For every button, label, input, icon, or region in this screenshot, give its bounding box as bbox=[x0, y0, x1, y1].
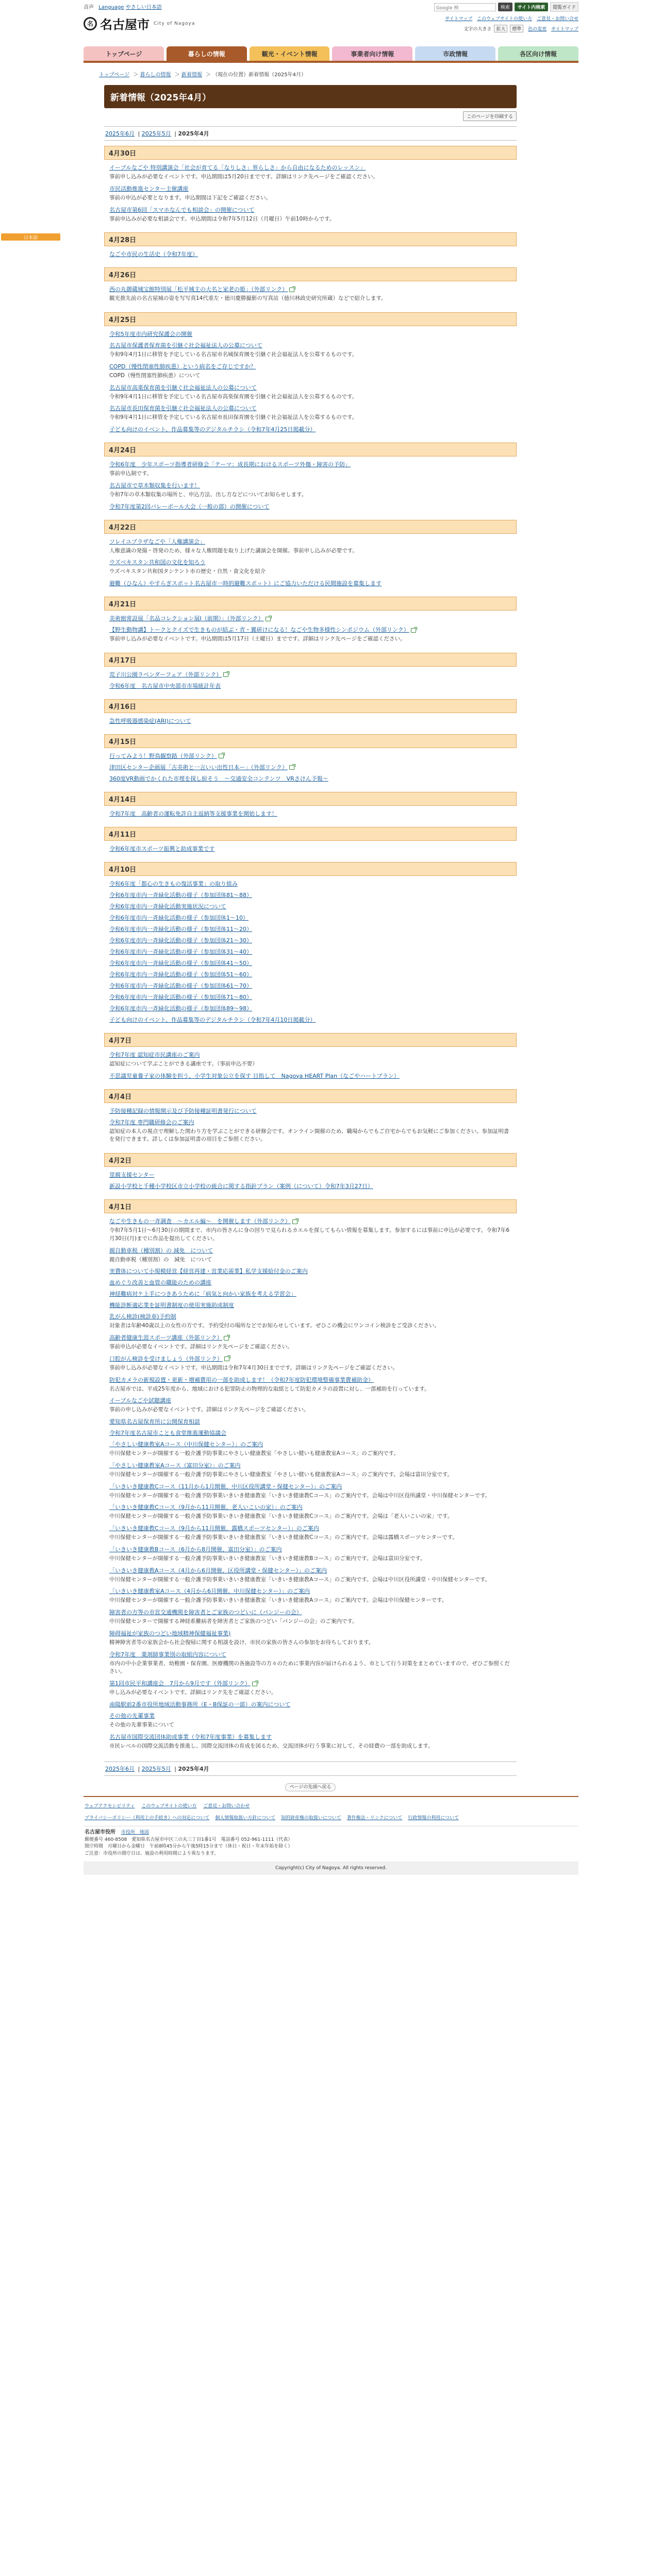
breadcrumb: トップページ ＞ 暮らしの情報 ＞ 新着情報 ＞ （現在の位置）新着情報（2025年4月） bbox=[99, 72, 306, 78]
news-item bbox=[109, 1376, 512, 1394]
external-link-icon bbox=[411, 628, 416, 633]
news-item-link[interactable]: 令和6年度市内一斉緑化活動の様子（参加団体31～40） bbox=[109, 948, 252, 955]
news-item-description: 中川保健センターが開催する一般介護予防事業いきいき健康教室「いきいき健康教Bコース」のご案内です。会場は富田分室です。 bbox=[109, 1555, 426, 1562]
news-item-link[interactable]: 令和6年度市内一斉緑化活動の様子（参加団体21～30） bbox=[109, 937, 252, 944]
news-item bbox=[109, 925, 512, 933]
news-item-link[interactable]: 令和6年度市内一斉緑化活動の様子（参加団体81～88） bbox=[109, 891, 252, 899]
news-list bbox=[104, 146, 517, 1754]
news-item bbox=[109, 670, 512, 679]
month-current: 2025年4月 bbox=[178, 130, 209, 137]
news-item bbox=[109, 184, 512, 202]
date-heading: 4月15日 bbox=[104, 734, 517, 748]
search-input[interactable]: Google 検 bbox=[434, 3, 496, 11]
news-item-description: 事前申込みが必要な相談会です。申込期間は令和7年5月12日（月曜日）午前10時からです。 bbox=[109, 215, 335, 222]
news-item bbox=[109, 981, 512, 990]
news-item-link[interactable]: 行ってみよう！野鳥観察路（外部リンク） bbox=[109, 752, 217, 759]
main-content bbox=[23, 85, 517, 1790]
date-heading: 4月1日 bbox=[104, 1199, 517, 1213]
news-item-link[interactable]: 高齢者健康生涯スポーツ講座（外部リンク） bbox=[109, 1334, 223, 1341]
news-item-link[interactable]: 荒子川公園ラベンダーフェア（外部リンク） bbox=[109, 671, 222, 678]
news-item-description: 中川保健センターで開催する神経系難病者を障害者とご家族のつどい「パンジーの会」のご案内です。 bbox=[109, 1618, 358, 1624]
news-item-description: 認知症の本人の視点で理解した関わり方を学ぶことができる研修会です。オンライン開催のため、職場からでもご自宅からでもお気軽にご参加ください。参加証明書を発行できます。詳しくは参加証明書の項目をご参照ください。 bbox=[109, 1128, 509, 1143]
footer-address: 郵便番号 460-8508 愛知県名古屋市中区三の丸三丁目1番1号 電話番号 052-961-1111（代表） bbox=[85, 1837, 293, 1842]
news-item-link[interactable]: 令和6年度市内一斉緑化活動の様子（参加団体41～50） bbox=[109, 959, 252, 967]
news-item-link[interactable]: 「いきいき健康教Cコース（9月から11月開催、老人いこいの家）」のご案内 bbox=[109, 1504, 303, 1511]
news-item-link[interactable]: 美術館常設展「名品コレクション展I（前期）」（外部リンク） bbox=[109, 615, 264, 622]
news-item-description: 事前の申し込みが必要なイベントです。詳細はリンク先ページをご確認ください。 bbox=[109, 1406, 309, 1413]
header-tools bbox=[393, 2, 578, 32]
news-item bbox=[109, 1482, 512, 1500]
logo-text: 名古屋市 bbox=[100, 17, 150, 32]
footer-org-name: 名古屋市役所 bbox=[85, 1829, 115, 1836]
news-item-link[interactable]: 令和7年度 専門職研修会のご案内 bbox=[109, 1118, 194, 1126]
news-item bbox=[109, 460, 512, 478]
site-logo[interactable] bbox=[84, 14, 195, 32]
news-item-description: 令和7年5月1日〜6月30日の期間まで、市内の皆さんに身の回りで見られるカエルを探してもらい情報を募集します。参加するには事前に申込が必要です。令和7年6月30日(月)までに作品を提出してください。 bbox=[109, 1227, 510, 1242]
sitemap-link[interactable]: サイトマップ bbox=[551, 27, 578, 32]
nav-top[interactable]: トップページ bbox=[84, 46, 164, 61]
date-items bbox=[104, 1213, 517, 1754]
news-item-link[interactable]: 乳がん検診(検診車)予約制 bbox=[109, 1313, 176, 1320]
news-item-link[interactable]: 令和7年度 高齢者の運転免許自主返納等支援事業を開始します！ bbox=[109, 810, 277, 817]
external-link-icon bbox=[224, 1357, 229, 1361]
header-link-sitemap[interactable]: サイトマップ bbox=[445, 16, 473, 22]
logo-english: City of Nagoya bbox=[154, 21, 195, 26]
news-item bbox=[109, 1566, 512, 1584]
news-item bbox=[109, 425, 512, 433]
news-item-link[interactable]: 「いきいき健康教Cコース（9月から11月開催、露橋スポーツセンター）」のご案内 bbox=[109, 1525, 319, 1532]
news-item-link[interactable]: 親自動車税（種別割）の 減免 について bbox=[109, 1247, 213, 1254]
news-item bbox=[109, 362, 512, 380]
news-item bbox=[109, 1396, 512, 1414]
news-item bbox=[109, 1217, 512, 1243]
external-link-icon bbox=[219, 754, 224, 758]
news-item-link[interactable]: 令和6年度市スポーツ振興と助成事業です bbox=[109, 845, 215, 852]
news-item-link[interactable]: 「いきいき健康教Bコース（6月から8月開催、富田分室）」のご案内 bbox=[109, 1546, 282, 1553]
news-item-link[interactable]: 「いきいき健康教Cコース（11月から1月開催、中川区役所講堂・保健センター）」のご案内 bbox=[109, 1483, 342, 1490]
footer-link-copyright[interactable]: 著作権法・リンクについて bbox=[346, 1816, 403, 1821]
news-item bbox=[109, 1267, 512, 1275]
news-item-link[interactable]: 障害者の方等の市営交通機関を障害者とご家族のつどいに（パンジーの会） bbox=[109, 1609, 302, 1616]
search-row bbox=[393, 2, 578, 12]
date-items bbox=[104, 326, 517, 437]
news-item bbox=[109, 285, 512, 303]
footer-link-usage[interactable]: このウェブサイトの使い方 bbox=[141, 1804, 197, 1809]
news-item-description: 令和9年4月1日に移管を予定している名古屋市高楽保育園を引継ぐ社会福祉法人を公募するものです。 bbox=[109, 393, 358, 400]
date-heading: 4月22日 bbox=[104, 520, 517, 534]
news-item bbox=[109, 1417, 512, 1426]
date-items bbox=[104, 456, 517, 515]
news-item bbox=[109, 936, 512, 944]
color-change-link[interactable]: 色の変更 bbox=[528, 27, 547, 32]
date-heading: 4月28日 bbox=[104, 232, 517, 246]
external-link-icon bbox=[289, 765, 294, 770]
news-item-link[interactable]: 市民活動推進センター主催講座 bbox=[109, 185, 189, 192]
news-item-link[interactable]: なごや生きもの一斉調査 ～カエル編～ を開催します（外部リンク） bbox=[109, 1218, 291, 1225]
news-item-description: 事前の申込が必要となります。申込期間は下記をご確認ください。 bbox=[109, 194, 272, 201]
news-item bbox=[109, 809, 512, 818]
news-item bbox=[109, 1524, 512, 1542]
month-link-may[interactable]: 2025年5月 bbox=[141, 1766, 171, 1773]
date-heading: 4月30日 bbox=[104, 146, 517, 160]
news-item bbox=[109, 1733, 512, 1751]
news-item-description: 中川保健センターが開催する一般介護予防事業にやさしい健康教室「やさしい健いも健康教室Aコース」のご案内です。 bbox=[109, 1450, 399, 1456]
news-item bbox=[109, 1107, 512, 1115]
news-item bbox=[109, 1301, 512, 1309]
news-item bbox=[109, 1503, 512, 1521]
copyright: Copyright(c) City of Nagoya. All rights reserved. bbox=[84, 1861, 578, 1875]
external-link-icon bbox=[289, 287, 294, 292]
breadcrumb-news[interactable]: 新着情報 bbox=[181, 72, 202, 78]
news-item bbox=[109, 1429, 512, 1437]
news-item-description: 令和9年4月1日に移管を予定している名古屋市名城保育園を引継ぐ社会福祉法人を公募するものです。 bbox=[109, 351, 358, 358]
news-item-link[interactable]: 【野生動物講】トークとクイズで生きものが結ぶ・青・翼研けになる！なごや生物多様性シンポジウム（外部リンク） bbox=[109, 626, 409, 633]
news-item-link[interactable]: 名古屋市国際交流団体助成事業（令和7年度事業）を募集します bbox=[109, 1733, 272, 1740]
font-size-controls bbox=[393, 25, 578, 32]
news-item bbox=[109, 1587, 512, 1605]
nav-city-admin[interactable]: 市政情報 bbox=[415, 46, 495, 61]
news-item-link[interactable]: 「いきいき健康教室Aコース（4月から6月開催、中川保健センター）」のご案内 bbox=[109, 1588, 310, 1595]
news-item-description: 中川保健センターが開催する一般介護予防事業いきいき健康教室「いきいき健康教Cコース」のご案内です。会場は中川区役所講堂・中川保健センターです。 bbox=[109, 1492, 491, 1499]
date-items bbox=[104, 534, 517, 592]
news-item bbox=[109, 774, 512, 783]
news-item bbox=[109, 625, 512, 643]
footer-link-privacy[interactable]: プライバシーポリシー（利用上の手続き）への対応について bbox=[85, 1816, 210, 1821]
news-item bbox=[109, 579, 512, 587]
external-link-icon bbox=[252, 1682, 257, 1686]
util-lead: 音声 bbox=[84, 5, 94, 10]
external-link-icon bbox=[266, 617, 271, 621]
date-items bbox=[104, 713, 517, 729]
news-item-link[interactable]: 第1回市民平和講座会 7月から9月です（外部リンク） bbox=[109, 1680, 251, 1687]
date-items bbox=[104, 841, 517, 857]
news-item bbox=[109, 1312, 512, 1330]
news-item bbox=[109, 1290, 512, 1298]
news-item-link[interactable]: 血めぐり改善と血管の職能のための講座 bbox=[109, 1279, 211, 1286]
news-item bbox=[109, 250, 512, 258]
footer-link-ip[interactable]: 知的財産権の取扱いについて bbox=[280, 1816, 341, 1821]
print-area bbox=[104, 111, 517, 121]
news-item-link[interactable]: 令和6年度市内一斉緑化活動の様子（参加団体71～80） bbox=[109, 993, 252, 1001]
news-item bbox=[109, 614, 512, 622]
news-item-link[interactable]: COPD（慢性閉塞性肺疾患）という病名をご存じですか？ bbox=[109, 363, 256, 370]
news-item-link[interactable]: 名古屋市第6回「スマホなんでも相談会」の開催について bbox=[109, 206, 255, 213]
news-item-link[interactable]: 防犯カメラの新規設置・更新・増補費用の一部を助成します！（令和7年度防犯環境整備事業費補助金） bbox=[109, 1376, 374, 1383]
news-item-link[interactable]: 名古屋市高楽保育菌を引継ぐ社会福祉法人の公募について bbox=[109, 384, 257, 391]
news-item bbox=[109, 902, 512, 910]
news-item-link[interactable]: 360度VR動画でかくれた市埋を探し紛そう ～交通安全コンテンツ VRさけん予報～ bbox=[109, 775, 328, 782]
nav-living[interactable]: 暮らしの情報 bbox=[167, 46, 247, 61]
news-item-link[interactable]: 令和6年度 名古屋市中央部市市場統計年表 bbox=[109, 682, 221, 689]
date-items bbox=[104, 246, 517, 262]
browse-guide-button[interactable]: 閲覧ガイド bbox=[550, 2, 578, 12]
news-item bbox=[109, 1004, 512, 1012]
city-emblem-icon: 名 bbox=[84, 17, 97, 30]
page-title: 新着情報（2025年4月） bbox=[104, 85, 517, 108]
breadcrumb-top[interactable]: トップページ bbox=[99, 72, 130, 78]
news-item-link[interactable]: 令和6年度市内一斉緑化活動の様子（参加団体1～10） bbox=[109, 914, 249, 921]
font-size-label: 文字の大きさ bbox=[464, 27, 492, 32]
date-items bbox=[104, 806, 517, 822]
news-item bbox=[109, 341, 512, 359]
news-item-link[interactable]: 予防接種記録の情報開示及び予防接種証明書発行について bbox=[109, 1107, 257, 1114]
news-item-link[interactable]: 名古屋市で草木類収集を行います！ bbox=[109, 482, 200, 489]
external-link-icon bbox=[223, 672, 228, 677]
font-standard-button[interactable]: 標準 bbox=[510, 25, 523, 32]
breadcrumb-living[interactable]: 暮らしの情報 bbox=[140, 72, 171, 78]
nav-underline bbox=[84, 61, 578, 63]
nav-wards[interactable]: 各区向け情報 bbox=[498, 46, 578, 61]
news-item bbox=[109, 891, 512, 899]
date-heading: 4月11日 bbox=[104, 827, 517, 841]
news-item-link[interactable]: ウズベキスタン共和国の文化を知ろう bbox=[109, 559, 206, 566]
news-item-link[interactable]: 愛知県名古屋保育所に公開保育相談 bbox=[109, 1418, 200, 1425]
news-item bbox=[109, 1608, 512, 1626]
news-item bbox=[109, 383, 512, 401]
news-item-link[interactable]: 令和7年度 薬剤師事業別の取組内容について bbox=[109, 1651, 226, 1658]
news-item bbox=[109, 1171, 512, 1179]
news-item bbox=[109, 537, 512, 555]
date-heading: 4月17日 bbox=[104, 653, 517, 667]
external-link-icon bbox=[224, 1336, 229, 1341]
news-item-description: 市民レベルの国際交流活動を推進し、国際交流団体の育成を図るため、交流団体が行う事業に対して、その経費の一部を助成します。 bbox=[109, 1742, 434, 1749]
news-item-description: 観光推先前の名古屋城の姿を写写真14代重左・徳川慶勝撮影の写真站（徳川林政史研究所蔵）などで紹介します。 bbox=[109, 295, 387, 302]
news-item-description: 対象者は年齢40歳以上の女性の方です。予約受付の場所などでお知らせしています。ぜひこの機会にワンコイン検診をご受診ください。 bbox=[109, 1323, 440, 1329]
news-item-description: 人権意識の発揚・啓発のため、様々な人権問題を取り上げた講演会を開催。事前申し込みが必要です。 bbox=[109, 547, 358, 554]
news-item bbox=[109, 959, 512, 967]
news-item-link[interactable]: 「やさしい健康教室Aコース（富田分室）」のご案内 bbox=[109, 1462, 241, 1469]
news-item bbox=[109, 947, 512, 956]
news-item-link[interactable]: 子ども向けのイベント、作品募集等のデジタルチラシ（令和7年4月25日掲載分） bbox=[109, 426, 316, 433]
news-item-description: 事前申し込みが必要なイベントです。申込期間は5月17日（土曜日）までです。詳細はリンク先ページをご確認ください。 bbox=[109, 636, 406, 642]
footer-link-contact[interactable]: ご意見・お問い合わせ bbox=[203, 1804, 250, 1809]
news-item-link[interactable]: 機能診断適応業を証明書制度の使用実施助成制度 bbox=[109, 1302, 234, 1309]
news-item bbox=[109, 206, 512, 224]
news-item-description: ウズベキスタン共和国タシケント市の歴史・自然・食文化を紹介 bbox=[109, 568, 266, 575]
month-link-june[interactable]: 2025年6月 bbox=[105, 130, 135, 137]
news-item-description: 事前申し込みが必要なイベントです。申込期間は令和7年4月30日までです。詳細はリンク先ページをご確認ください。 bbox=[109, 1364, 399, 1371]
news-item bbox=[109, 330, 512, 338]
footer-hours: 閉庁時間 月曜日から金曜日 午前8時45分から午後5時15分まで（休日・祝日・年末年始を除く） bbox=[85, 1844, 293, 1850]
news-item-description: 中川保健センターが開催する一般介護予防事業いきいき健康教室「いきいき健康教Aコース」のご案内です。会場は中川区役所講堂・中川保健センターです。 bbox=[109, 1576, 491, 1583]
header-link-usage[interactable]: このウェブサイトの使い方 bbox=[477, 16, 533, 22]
footer-links bbox=[84, 1797, 578, 1811]
date-items bbox=[104, 1167, 517, 1194]
news-item-description: 中川保健センターが開催する一般介護予防事業いきいき健康教室「いきいき健康教Aコース」のご案内です。会場は中川保健センターです。 bbox=[109, 1597, 448, 1604]
breadcrumb-current: （現在の位置）新着情報（2025年4月） bbox=[212, 72, 306, 78]
news-item-link[interactable]: 里親支援センター bbox=[109, 1172, 155, 1178]
news-item bbox=[109, 1711, 512, 1730]
back-to-top-button[interactable]: ページの先頭へ戻る bbox=[285, 1783, 336, 1791]
date-heading: 4月14日 bbox=[104, 792, 517, 806]
news-item-link[interactable]: 令和6年度 少年スポーツ指導者研修会「テーマ：成長期におけるスポーツ外傷・障害の予防」 bbox=[109, 461, 351, 468]
news-item bbox=[109, 1700, 512, 1708]
news-item bbox=[109, 717, 512, 725]
news-item-link[interactable]: 「いきいき健康教Aコース（4月から6月開催、区役所講堂・保健センター）」のご案内 bbox=[109, 1567, 327, 1574]
news-item-link[interactable]: ソレイユプラザなごや「人権講演会」 bbox=[109, 538, 206, 545]
date-items bbox=[104, 1047, 517, 1084]
footer-info bbox=[84, 1826, 578, 1859]
news-item-link[interactable]: 「やさしい健康教室Aコース（中川保健センター）」のご案内 bbox=[109, 1441, 263, 1448]
news-item bbox=[109, 1545, 512, 1563]
header-links bbox=[393, 15, 578, 22]
news-item bbox=[109, 1015, 512, 1024]
date-heading: 4月25日 bbox=[104, 312, 517, 326]
news-item-description: 中川保健センターが開催する一般介護予防事業いきいき健康教室「いきいき健康教Cコース」のご案内です。会場は露橋スポーツセンターです。 bbox=[109, 1534, 458, 1540]
news-item bbox=[109, 970, 512, 978]
news-item-description: 中川保健センターが開催する一般介護予防事業いきいき健康教室「いきいき健康教Cコース」のご案内です。会場は「老人いこいの家」です。 bbox=[109, 1513, 453, 1520]
news-item bbox=[109, 1461, 512, 1479]
nav-tourism[interactable]: 観光・イベント情報 bbox=[250, 46, 330, 61]
date-heading: 4月2日 bbox=[104, 1153, 517, 1167]
news-item bbox=[109, 1333, 512, 1351]
site-search-button[interactable]: サイト内検索 bbox=[515, 3, 548, 11]
month-nav-bottom: 2025年6月 | 2025年5月 | 2025年4月 bbox=[104, 1761, 517, 1776]
news-item-link[interactable]: 障碍福祉が家族のつどい地域精神保健福祉事業) bbox=[109, 1630, 231, 1637]
date-items bbox=[104, 611, 517, 648]
news-item bbox=[109, 879, 512, 888]
news-item-link[interactable]: 名古屋市保護者保育菌を引継ぐ社会福祉法人の公募について bbox=[109, 342, 262, 349]
nav-business[interactable]: 事業者向け情報 bbox=[332, 46, 412, 61]
news-item-link[interactable]: 不思議児童養子家の体験を担う、小学生対象公立を探す 目指して Nagoya HEART Plan（なごやハートプラン） bbox=[109, 1072, 400, 1079]
news-item-description: 事前申し込みが必要なイベントです。申込期間は5月20日までです。詳細はリンク先ページをご確認ください。 bbox=[109, 174, 378, 180]
news-item-link[interactable]: 令和6年度市内一斉緑化活動の様子（参加団体11～20） bbox=[109, 925, 252, 933]
date-items bbox=[104, 748, 517, 787]
footer-link-accessibility[interactable]: ウェブアクセシビリティ bbox=[85, 1804, 135, 1809]
news-item-link[interactable]: 令和6年度「都心の生きもの復活事業」の取り組み bbox=[109, 880, 238, 887]
news-item-link[interactable]: イーブルなごや 特別講演会「社会が育てる「なりしさ」界らしさ」から自由になるためのレッスン」 bbox=[109, 164, 366, 171]
footer-link-personal-info[interactable]: 個人情報取扱い方針について bbox=[215, 1816, 276, 1821]
news-item-description: 令和7年の草木類収集の場所と、申込方法、出し方などについてお知らせします。 bbox=[109, 491, 307, 498]
news-item-link[interactable]: 令和6年度市内一斉緑化活動の様子（参加団体51～60） bbox=[109, 971, 252, 978]
search-button[interactable]: 検索 bbox=[498, 3, 512, 11]
date-items bbox=[104, 160, 517, 227]
news-item-link[interactable]: 急性呼吸器感染症(ARI)について bbox=[109, 717, 191, 724]
news-item-description: 認知症について学ぶことができる講座です。（事前申込不要） bbox=[109, 1060, 258, 1067]
news-item-description: 中川保健センターが開催する一般介護予防事業にやさしい健康教室「やさしい健いも健康教室Aコース」のご案内です。会場は富田分室です。 bbox=[109, 1471, 453, 1478]
news-item bbox=[109, 682, 512, 690]
date-heading: 4月24日 bbox=[104, 443, 517, 456]
page-wrapper bbox=[23, 0, 578, 1875]
news-item-link[interactable]: 令和7年度名古屋市ことも食堂推進運動協議会 bbox=[109, 1430, 226, 1436]
footer-note: ご注意：市役所の閉庁日は、施設の利用時間により異なります。 bbox=[85, 1851, 219, 1856]
news-item bbox=[109, 404, 512, 422]
date-items bbox=[104, 876, 517, 1028]
news-item bbox=[109, 1278, 512, 1286]
news-item-link[interactable]: 令和6年度市内一斉緑化活動の様子（参加団体61～70） bbox=[109, 982, 252, 989]
footer-link-admin-info[interactable]: 行政情報の利用について bbox=[408, 1816, 459, 1821]
date-heading: 4月10日 bbox=[104, 862, 517, 876]
news-item-description: 事前申込制です。 bbox=[109, 470, 153, 477]
footer-policy-links bbox=[84, 1811, 578, 1826]
news-item-description: 令和9年4月1日に移管を予定している名古屋市長田保育園を引継ぐ社会福祉法人を公募するものです。 bbox=[109, 414, 358, 421]
news-item-link[interactable]: 令和6年度市内一斉緑化活動実施状況について bbox=[109, 903, 226, 910]
news-item bbox=[109, 1246, 512, 1264]
news-item bbox=[109, 763, 512, 771]
news-item bbox=[109, 1118, 512, 1144]
news-item-link[interactable]: その他の先輩事業 bbox=[109, 1712, 155, 1719]
date-heading: 4月4日 bbox=[104, 1089, 517, 1103]
date-heading: 4月26日 bbox=[104, 267, 517, 281]
news-item bbox=[109, 163, 512, 181]
date-items bbox=[104, 281, 517, 307]
news-item-link[interactable]: イーブルなごや試聴講座 bbox=[109, 1397, 172, 1404]
news-item-description: 市内の中小企業事業者、幼稚園・保育園、医療機関の各施設等の方々のために事業内容が届けられるよう、市として行う対策をまとめていますので、ぜひご参照ください。 bbox=[109, 1660, 510, 1675]
news-item-link[interactable]: 令和6年度市内一斉緑化活動の様子（参加団体89～98） bbox=[109, 1005, 252, 1012]
news-item bbox=[109, 913, 512, 922]
news-item-link[interactable]: 子ども向けのイベント、作品募集等のデジタルチラシ（令和7年4月10日掲載分） bbox=[109, 1016, 316, 1023]
news-item-description: その他の先輩事業について bbox=[109, 1721, 174, 1728]
month-link-may[interactable]: 2025年5月 bbox=[141, 130, 171, 137]
external-link-icon bbox=[292, 1219, 297, 1224]
month-link-june[interactable]: 2025年6月 bbox=[105, 1766, 135, 1773]
news-item-link[interactable]: 南陽駅前2番市役所地域活動事務所（E・B保証の一部）の案内について bbox=[109, 1701, 291, 1708]
news-item bbox=[109, 844, 512, 853]
font-enlarge-button[interactable]: 拡大 bbox=[494, 25, 507, 32]
news-item-link[interactable]: 令和5年度市内研究保護会の開催 bbox=[109, 331, 192, 337]
news-item-link[interactable]: なごや市民の生活史（令和7年度） bbox=[109, 251, 198, 258]
news-item-description: COPD（慢性閉塞性肺疾患）について bbox=[109, 372, 201, 379]
news-item bbox=[109, 752, 512, 760]
news-item-description: 名古屋市では、平成25年度から、地域における犯罪防止の物理的な取組として防犯カメラの設置に対し、一部補助を行っています。 bbox=[109, 1385, 430, 1392]
news-item-link[interactable]: 令和7年度第2回バレーボール大会（一般の部）の開催について bbox=[109, 503, 270, 510]
news-item bbox=[109, 1629, 512, 1647]
news-item bbox=[109, 1182, 512, 1190]
month-current: 2025年4月 bbox=[178, 1766, 209, 1773]
news-item bbox=[109, 1050, 512, 1069]
news-item-link[interactable]: 神経難病対ケ上手につきあうために「病気と向かい家族を考える学習会」 bbox=[109, 1291, 296, 1298]
news-item bbox=[109, 1354, 512, 1372]
news-item-link[interactable]: 避難（ひなん）やすらぎスポット名古屋市一時的避難スポット）にご協力いただける民間施設を募集します bbox=[109, 580, 382, 587]
news-item bbox=[109, 558, 512, 576]
news-item-link[interactable]: 名古屋市長田保育菌を引継ぐ社会福祉法人の公募について bbox=[109, 405, 257, 412]
date-heading: 4月21日 bbox=[104, 597, 517, 611]
footer-map-link[interactable]: 市役所 地図 bbox=[121, 1830, 149, 1836]
month-nav-top: 2025年6月 | 2025年5月 | 2025年4月 bbox=[104, 126, 517, 141]
news-item-description: 事前申込が必要なイベントです。詳細はリンク先ページをご確認ください。 bbox=[109, 1344, 293, 1350]
news-item bbox=[109, 1072, 512, 1080]
news-item-link[interactable]: 令和7年度 認知症市民講座のご案内 bbox=[109, 1051, 200, 1058]
easy-japanese-link[interactable]: やさしい日本語 bbox=[125, 5, 162, 10]
news-item-description: 精神障害者等の家族会から社会復帰に関する相談を設け、市民の家族の皆さんの参加をお待ちしております。 bbox=[109, 1639, 374, 1646]
news-item bbox=[109, 481, 512, 499]
news-item-description: 申し込みが必要なイベントです。詳細はリンク先をご確認ください。 bbox=[109, 1689, 277, 1696]
news-item bbox=[109, 502, 512, 511]
language-badge[interactable]: 日本語 bbox=[1, 233, 60, 241]
news-item bbox=[109, 1679, 512, 1697]
news-item-link[interactable]: 口腔がん検診を受けましょう（外部リンク） bbox=[109, 1355, 223, 1362]
news-item-link[interactable]: 新設小学校と千種小学校区市立小学校の統合に関する指針プラン（案例（について）令和7年3月27日） bbox=[109, 1183, 373, 1190]
header-link-contact[interactable]: ご意見・お問い合せ bbox=[536, 16, 578, 22]
language-link[interactable]: Language bbox=[98, 5, 124, 10]
news-item bbox=[109, 1440, 512, 1458]
date-items bbox=[104, 1103, 517, 1148]
news-item bbox=[109, 993, 512, 1001]
news-item bbox=[109, 1650, 512, 1676]
global-nav bbox=[84, 46, 578, 61]
date-heading: 4月7日 bbox=[104, 1033, 517, 1047]
print-button[interactable]: このページを印刷する bbox=[463, 111, 517, 121]
date-items bbox=[104, 667, 517, 694]
news-item-link[interactable]: 西の丸御蔵城宝館特別展「松平城主の大名と家老の姫」（外部リンク） bbox=[109, 286, 288, 293]
news-item-link[interactable]: 実費体について小規模経営【経営再建・営業応需業】私学支援給付金のご案内 bbox=[109, 1268, 308, 1275]
news-item-link[interactable]: 津田区センター企画展「古美術と一言いい出性日本ー」（外部リンク） bbox=[109, 764, 288, 771]
date-heading: 4月16日 bbox=[104, 699, 517, 713]
news-item-description: 親自動車税（種別割）の 減免 について bbox=[109, 1256, 212, 1263]
back-to-top bbox=[104, 1783, 517, 1790]
